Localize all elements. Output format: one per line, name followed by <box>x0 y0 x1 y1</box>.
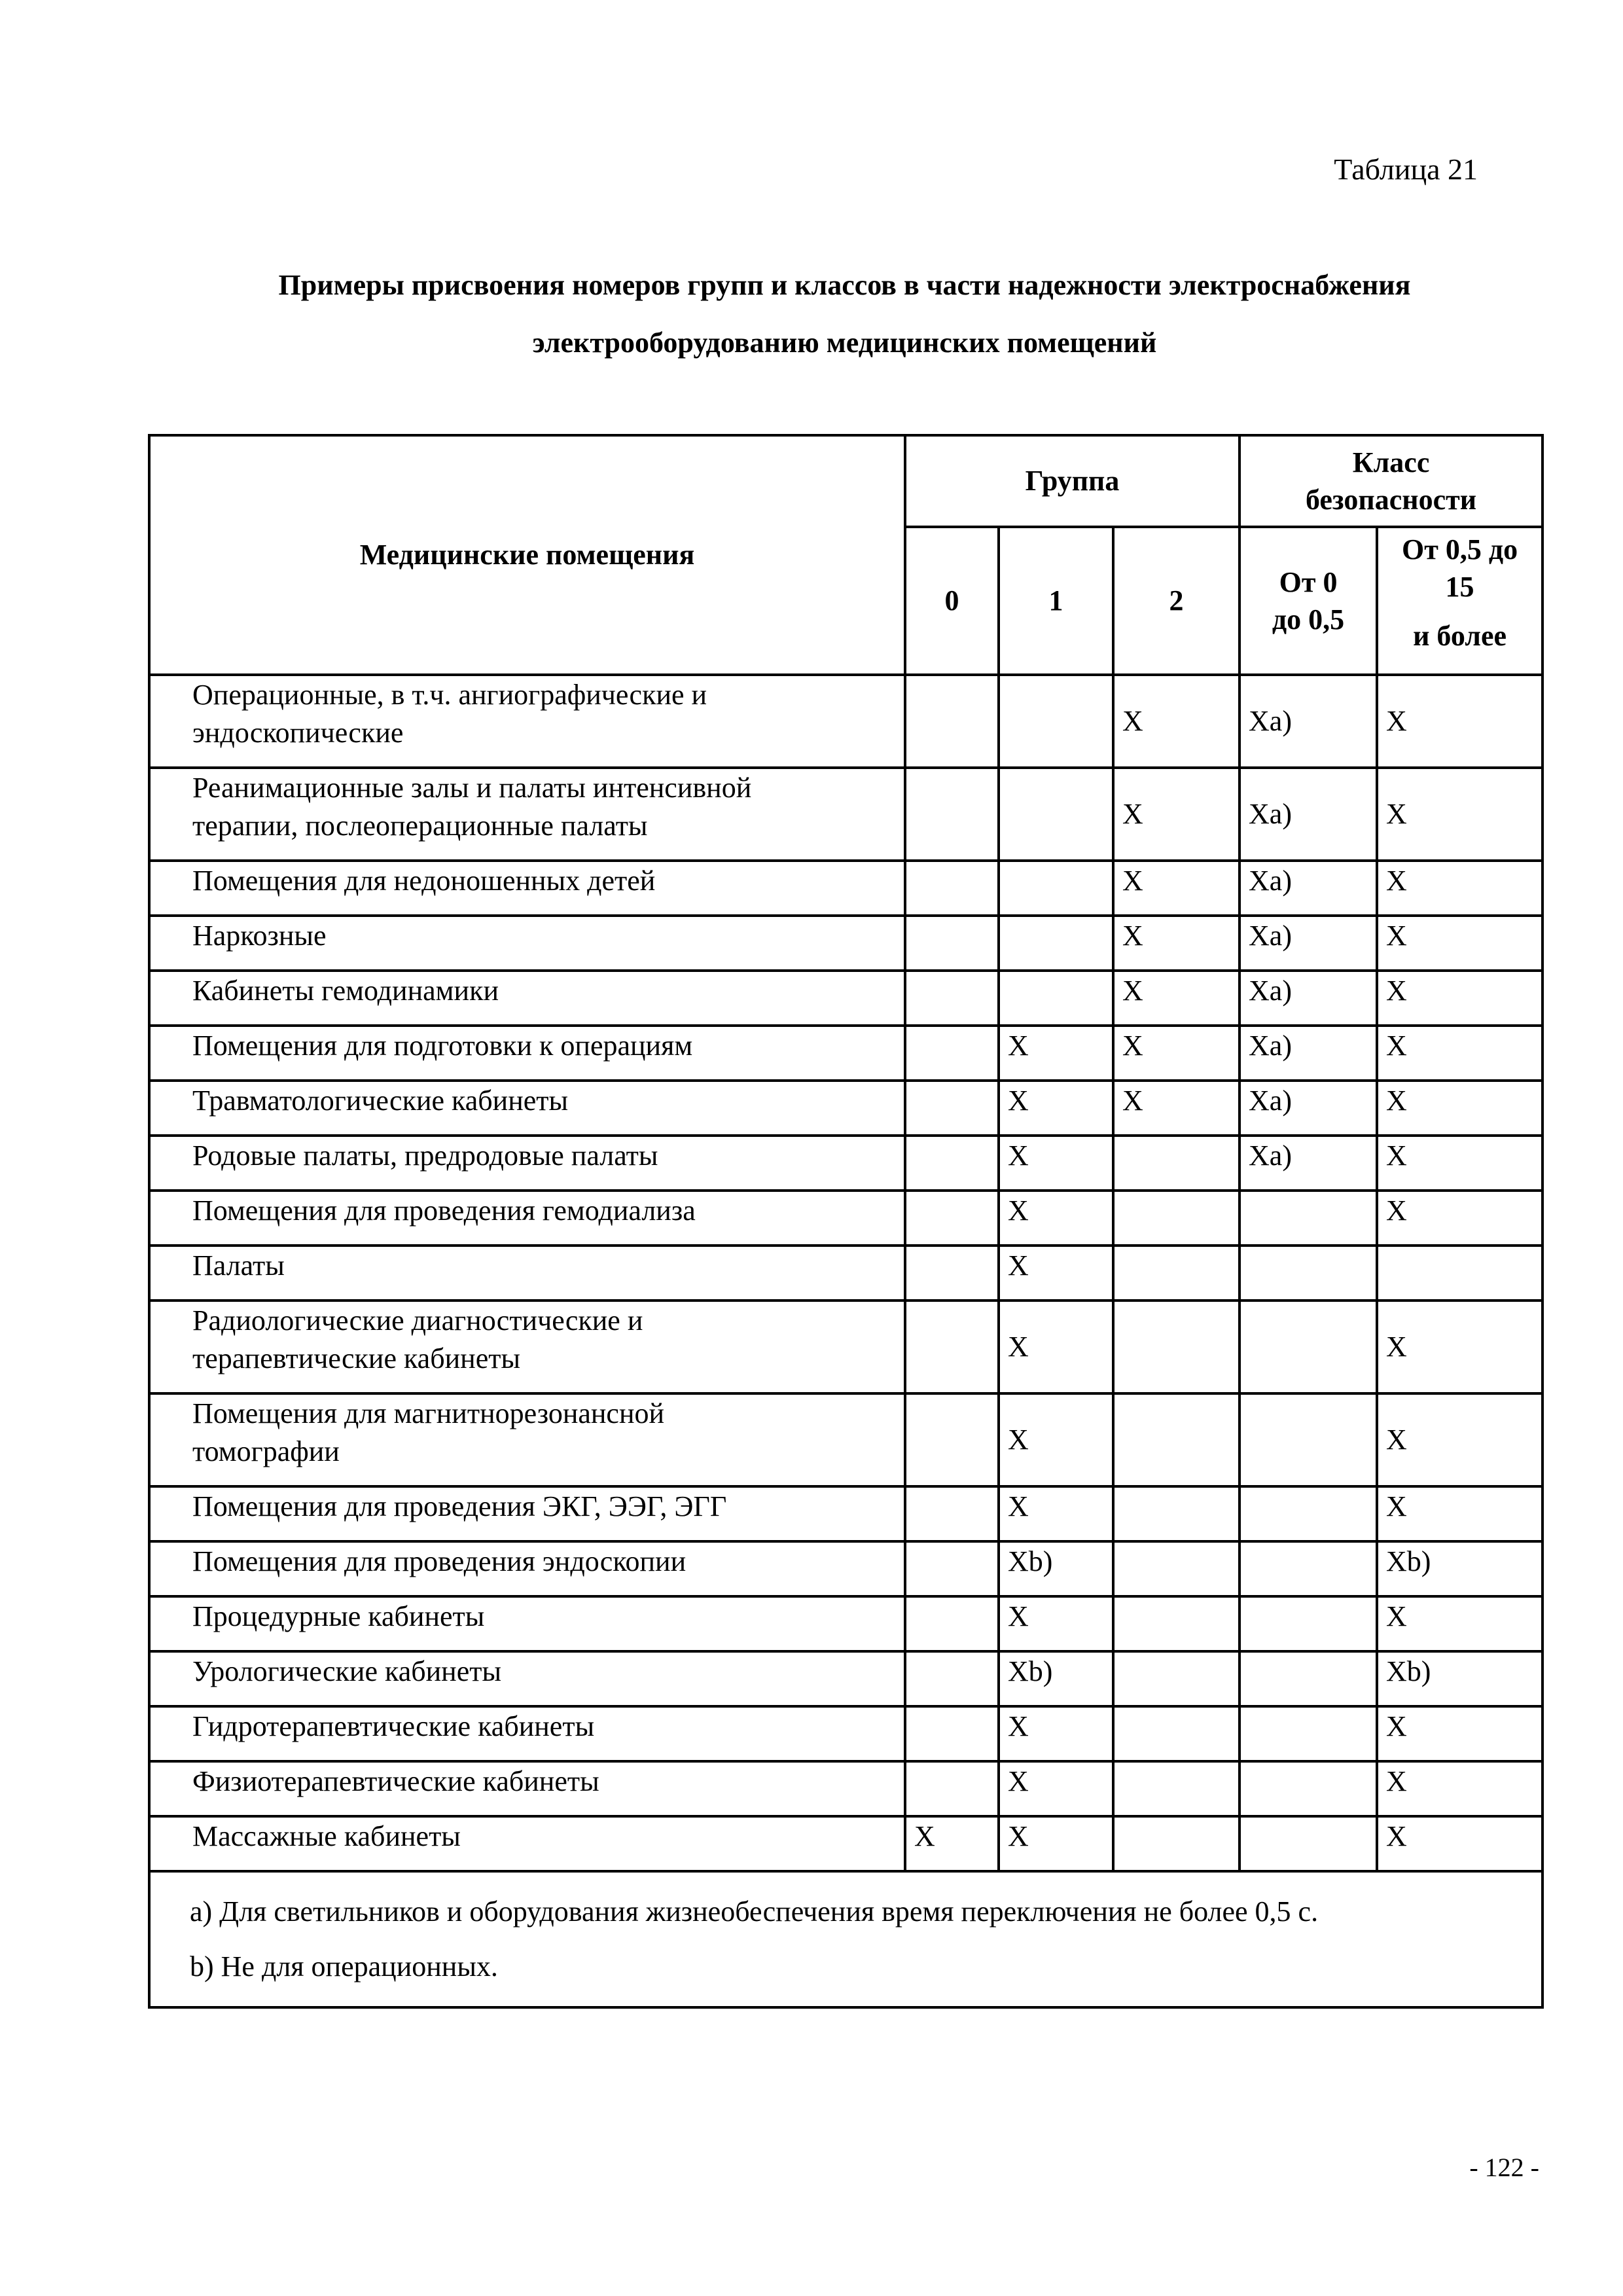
table-row <box>149 768 1543 861</box>
room-name-cell <box>149 1393 905 1486</box>
mark-cell-g2 <box>1113 1541 1240 1596</box>
room-name-cell <box>149 1026 905 1081</box>
header-group-1: 1 <box>999 527 1113 675</box>
mark-cell-c1 <box>1240 1761 1377 1816</box>
room-name-cell <box>149 1706 905 1761</box>
mark-cell-g2: X <box>1113 971 1240 1026</box>
table-row <box>149 1081 1543 1136</box>
mark-cell-c2: Xb) <box>1377 1541 1543 1596</box>
room-name-cell <box>149 1246 905 1300</box>
mark-cell-g1: X <box>999 1706 1113 1761</box>
mark-cell-c2: X <box>1377 971 1543 1026</box>
room-name-cell <box>149 1816 905 1871</box>
mark-cell-g0 <box>905 768 999 861</box>
mark-cell-g0 <box>905 1081 999 1136</box>
room-name-cell <box>149 861 905 916</box>
header-class-b-line-1: От 0,5 до <box>1401 533 1518 565</box>
room-name-line-1: Травматологические кабинеты <box>192 1085 569 1117</box>
mark-cell-g1: X <box>999 1596 1113 1651</box>
room-name-line-1: Процедурные кабинеты <box>192 1600 485 1632</box>
header-class-a-line-2: до 0,5 <box>1272 603 1345 636</box>
room-name-line-1: Радиологические диагностические и <box>192 1304 643 1336</box>
mark-cell-c1: Xa) <box>1240 1136 1377 1191</box>
mark-cell-c2: X <box>1377 1191 1543 1246</box>
room-name-line-1: Помещения для проведения гемодиализа <box>192 1194 696 1227</box>
room-name-cell <box>149 1761 905 1816</box>
mark-cell-g1 <box>999 861 1113 916</box>
mark-cell-c1: Xa) <box>1240 768 1377 861</box>
table-row <box>149 1596 1543 1651</box>
mark-cell-g2 <box>1113 1761 1240 1816</box>
mark-cell-g0 <box>905 1706 999 1761</box>
room-name-line-1: Помещения для магнитнорезонансной <box>192 1397 665 1429</box>
mark-cell-g0 <box>905 971 999 1026</box>
room-name-cell <box>149 675 905 768</box>
mark-cell-c1 <box>1240 1651 1377 1706</box>
mark-cell-g2: X <box>1113 768 1240 861</box>
mark-cell-c1 <box>1240 1300 1377 1393</box>
footnote-b: b) Не для операционных. <box>190 1950 498 1982</box>
room-name-line-2: эндоскопические <box>192 717 404 749</box>
header-safety-class <box>1240 435 1543 527</box>
mark-cell-g1: X <box>999 1486 1113 1541</box>
room-name-line-1: Урологические кабинеты <box>192 1655 502 1687</box>
mark-cell-g1: X <box>999 1246 1113 1300</box>
header-group-0: 0 <box>905 527 999 675</box>
table-row <box>149 1541 1543 1596</box>
room-name-line-1: Реанимационные залы и палаты интенсивной <box>192 772 752 804</box>
mark-cell-g2 <box>1113 1486 1240 1541</box>
header-class-b-line-3: и более <box>1413 620 1507 653</box>
mark-cell-g2: X <box>1113 916 1240 971</box>
mark-cell-g2 <box>1113 1191 1240 1246</box>
mark-cell-c1 <box>1240 1541 1377 1596</box>
mark-cell-c2: Xb) <box>1377 1651 1543 1706</box>
footnote-a: a) Для светильников и оборудования жизнеобеспечения время переключения не более 0,5 с. <box>190 1895 1319 1928</box>
room-name-cell <box>149 1191 905 1246</box>
mark-cell-g2 <box>1113 1816 1240 1871</box>
room-name-line-1: Наркозные <box>192 920 327 952</box>
mark-cell-g1: X <box>999 1026 1113 1081</box>
room-name-cell <box>149 916 905 971</box>
table-title-line-1: Примеры присвоения номеров групп и классов в части надежности электроснабжения <box>278 269 1411 301</box>
table-row <box>149 1816 1543 1871</box>
room-name-cell <box>149 1300 905 1393</box>
mark-cell-g0 <box>905 1246 999 1300</box>
mark-cell-g0 <box>905 1596 999 1651</box>
mark-cell-g2 <box>1113 1651 1240 1706</box>
mark-cell-g2: X <box>1113 675 1240 768</box>
room-name-cell <box>149 1651 905 1706</box>
mark-cell-c1: Xa) <box>1240 1081 1377 1136</box>
room-name-line-1: Помещения для подготовки к операциям <box>192 1030 693 1062</box>
room-name-line-1: Помещения для проведения ЭКГ, ЭЭГ, ЭГГ <box>192 1490 727 1522</box>
table-row <box>149 1761 1543 1816</box>
mark-cell-g0 <box>905 861 999 916</box>
mark-cell-g2 <box>1113 1596 1240 1651</box>
mark-cell-g2: X <box>1113 1026 1240 1081</box>
mark-cell-c2: X <box>1377 768 1543 861</box>
room-name-line-1: Родовые палаты, предродовые палаты <box>192 1139 658 1172</box>
room-name-line-1: Палаты <box>192 1249 285 1282</box>
mark-cell-c2: X <box>1377 1816 1543 1871</box>
header-class-line-1: Класс <box>1352 446 1430 478</box>
rooms-table <box>148 434 1544 2009</box>
mark-cell-g0 <box>905 1136 999 1191</box>
table-row <box>149 1651 1543 1706</box>
mark-cell-g0 <box>905 1191 999 1246</box>
mark-cell-g1 <box>999 768 1113 861</box>
mark-cell-g2 <box>1113 1706 1240 1761</box>
table-row <box>149 1706 1543 1761</box>
room-name-line-1: Кабинеты гемодинамики <box>192 975 499 1007</box>
mark-cell-c2: X <box>1377 1393 1543 1486</box>
mark-cell-g0 <box>905 675 999 768</box>
mark-cell-c2: X <box>1377 1596 1543 1651</box>
mark-cell-c1 <box>1240 1246 1377 1300</box>
header-group: Группа <box>905 435 1240 527</box>
mark-cell-c1 <box>1240 1706 1377 1761</box>
room-name-cell <box>149 1486 905 1541</box>
mark-cell-g1: X <box>999 1081 1113 1136</box>
mark-cell-c1: Xa) <box>1240 861 1377 916</box>
mark-cell-g1 <box>999 916 1113 971</box>
mark-cell-c2: X <box>1377 916 1543 971</box>
room-name-cell <box>149 1081 905 1136</box>
mark-cell-c2 <box>1377 1246 1543 1300</box>
mark-cell-g0: X <box>905 1816 999 1871</box>
table-row <box>149 1300 1543 1393</box>
room-name-cell <box>149 1541 905 1596</box>
table-row <box>149 971 1543 1026</box>
mark-cell-c1 <box>1240 1393 1377 1486</box>
mark-cell-c2: X <box>1377 1486 1543 1541</box>
room-name-line-1: Помещения для недоношенных детей <box>192 865 656 897</box>
mark-cell-c2: X <box>1377 675 1543 768</box>
mark-cell-c2: X <box>1377 1761 1543 1816</box>
header-group-2: 2 <box>1113 527 1240 675</box>
mark-cell-c2: X <box>1377 1300 1543 1393</box>
table-row <box>149 1191 1543 1246</box>
mark-cell-g1: X <box>999 1300 1113 1393</box>
mark-cell-g0 <box>905 1486 999 1541</box>
mark-cell-g0 <box>905 1651 999 1706</box>
mark-cell-g1: X <box>999 1393 1113 1486</box>
table-number: Таблица 21 <box>1334 152 1478 186</box>
room-name-line-1: Помещения для проведения эндоскопии <box>192 1545 687 1577</box>
mark-cell-g1: X <box>999 1761 1113 1816</box>
room-name-cell <box>149 1596 905 1651</box>
table-body <box>149 675 1543 1871</box>
mark-cell-g1: X <box>999 1816 1113 1871</box>
mark-cell-g2 <box>1113 1300 1240 1393</box>
mark-cell-c1: Xa) <box>1240 971 1377 1026</box>
mark-cell-g0 <box>905 1393 999 1486</box>
table-row <box>149 675 1543 768</box>
header-class-b-line-2: 15 <box>1445 571 1474 603</box>
header-rooms: Медицинские помещения <box>149 435 905 675</box>
mark-cell-g2 <box>1113 1393 1240 1486</box>
page-number: - 122 - <box>1469 2153 1539 2182</box>
room-name-line-2: терапевтические кабинеты <box>192 1342 521 1374</box>
mark-cell-g1 <box>999 971 1113 1026</box>
mark-cell-g1: X <box>999 1191 1113 1246</box>
header-class-0-0.5 <box>1240 527 1377 675</box>
room-name-line-1: Гидротерапевтические кабинеты <box>192 1710 595 1742</box>
mark-cell-c1: Xa) <box>1240 916 1377 971</box>
mark-cell-c2: X <box>1377 1081 1543 1136</box>
mark-cell-c1 <box>1240 1191 1377 1246</box>
room-name-cell <box>149 768 905 861</box>
room-name-line-2: терапии, послеоперационные палаты <box>192 810 648 842</box>
header-class-line-2: безопасности <box>1305 484 1477 516</box>
table-row <box>149 916 1543 971</box>
table-row <box>149 861 1543 916</box>
table-row <box>149 1486 1543 1541</box>
mark-cell-g1: Xb) <box>999 1651 1113 1706</box>
mark-cell-c2: X <box>1377 1706 1543 1761</box>
mark-cell-g1 <box>999 675 1113 768</box>
room-name-line-1: Массажные кабинеты <box>192 1820 461 1852</box>
table-row <box>149 1136 1543 1191</box>
mark-cell-g0 <box>905 916 999 971</box>
header-class-0.5-15 <box>1377 527 1543 675</box>
room-name-cell <box>149 1136 905 1191</box>
header-class-a-line-1: От 0 <box>1279 565 1338 598</box>
room-name-line-1: Физиотерапевтические кабинеты <box>192 1765 599 1797</box>
table-row <box>149 1246 1543 1300</box>
table-row <box>149 1393 1543 1486</box>
room-name-line-1: Операционные, в т.ч. ангиографические и <box>192 679 707 711</box>
mark-cell-c2: X <box>1377 861 1543 916</box>
mark-cell-g0 <box>905 1761 999 1816</box>
footnotes <box>149 1871 1543 2007</box>
room-name-line-2: томографии <box>192 1435 340 1467</box>
mark-cell-g1: X <box>999 1136 1113 1191</box>
mark-cell-c2: X <box>1377 1136 1543 1191</box>
room-name-cell <box>149 971 905 1026</box>
mark-cell-c2: X <box>1377 1026 1543 1081</box>
mark-cell-g2: X <box>1113 1081 1240 1136</box>
mark-cell-g2 <box>1113 1136 1240 1191</box>
mark-cell-g0 <box>905 1026 999 1081</box>
mark-cell-g1: Xb) <box>999 1541 1113 1596</box>
mark-cell-c1: Xa) <box>1240 675 1377 768</box>
mark-cell-c1 <box>1240 1596 1377 1651</box>
mark-cell-c1 <box>1240 1816 1377 1871</box>
mark-cell-g2: X <box>1113 861 1240 916</box>
mark-cell-g2 <box>1113 1246 1240 1300</box>
mark-cell-g0 <box>905 1541 999 1596</box>
table-row <box>149 1026 1543 1081</box>
mark-cell-c1 <box>1240 1486 1377 1541</box>
mark-cell-g0 <box>905 1300 999 1393</box>
mark-cell-c1: Xa) <box>1240 1026 1377 1081</box>
table-title-line-2: электрооборудованию медицинских помещений <box>532 327 1157 359</box>
